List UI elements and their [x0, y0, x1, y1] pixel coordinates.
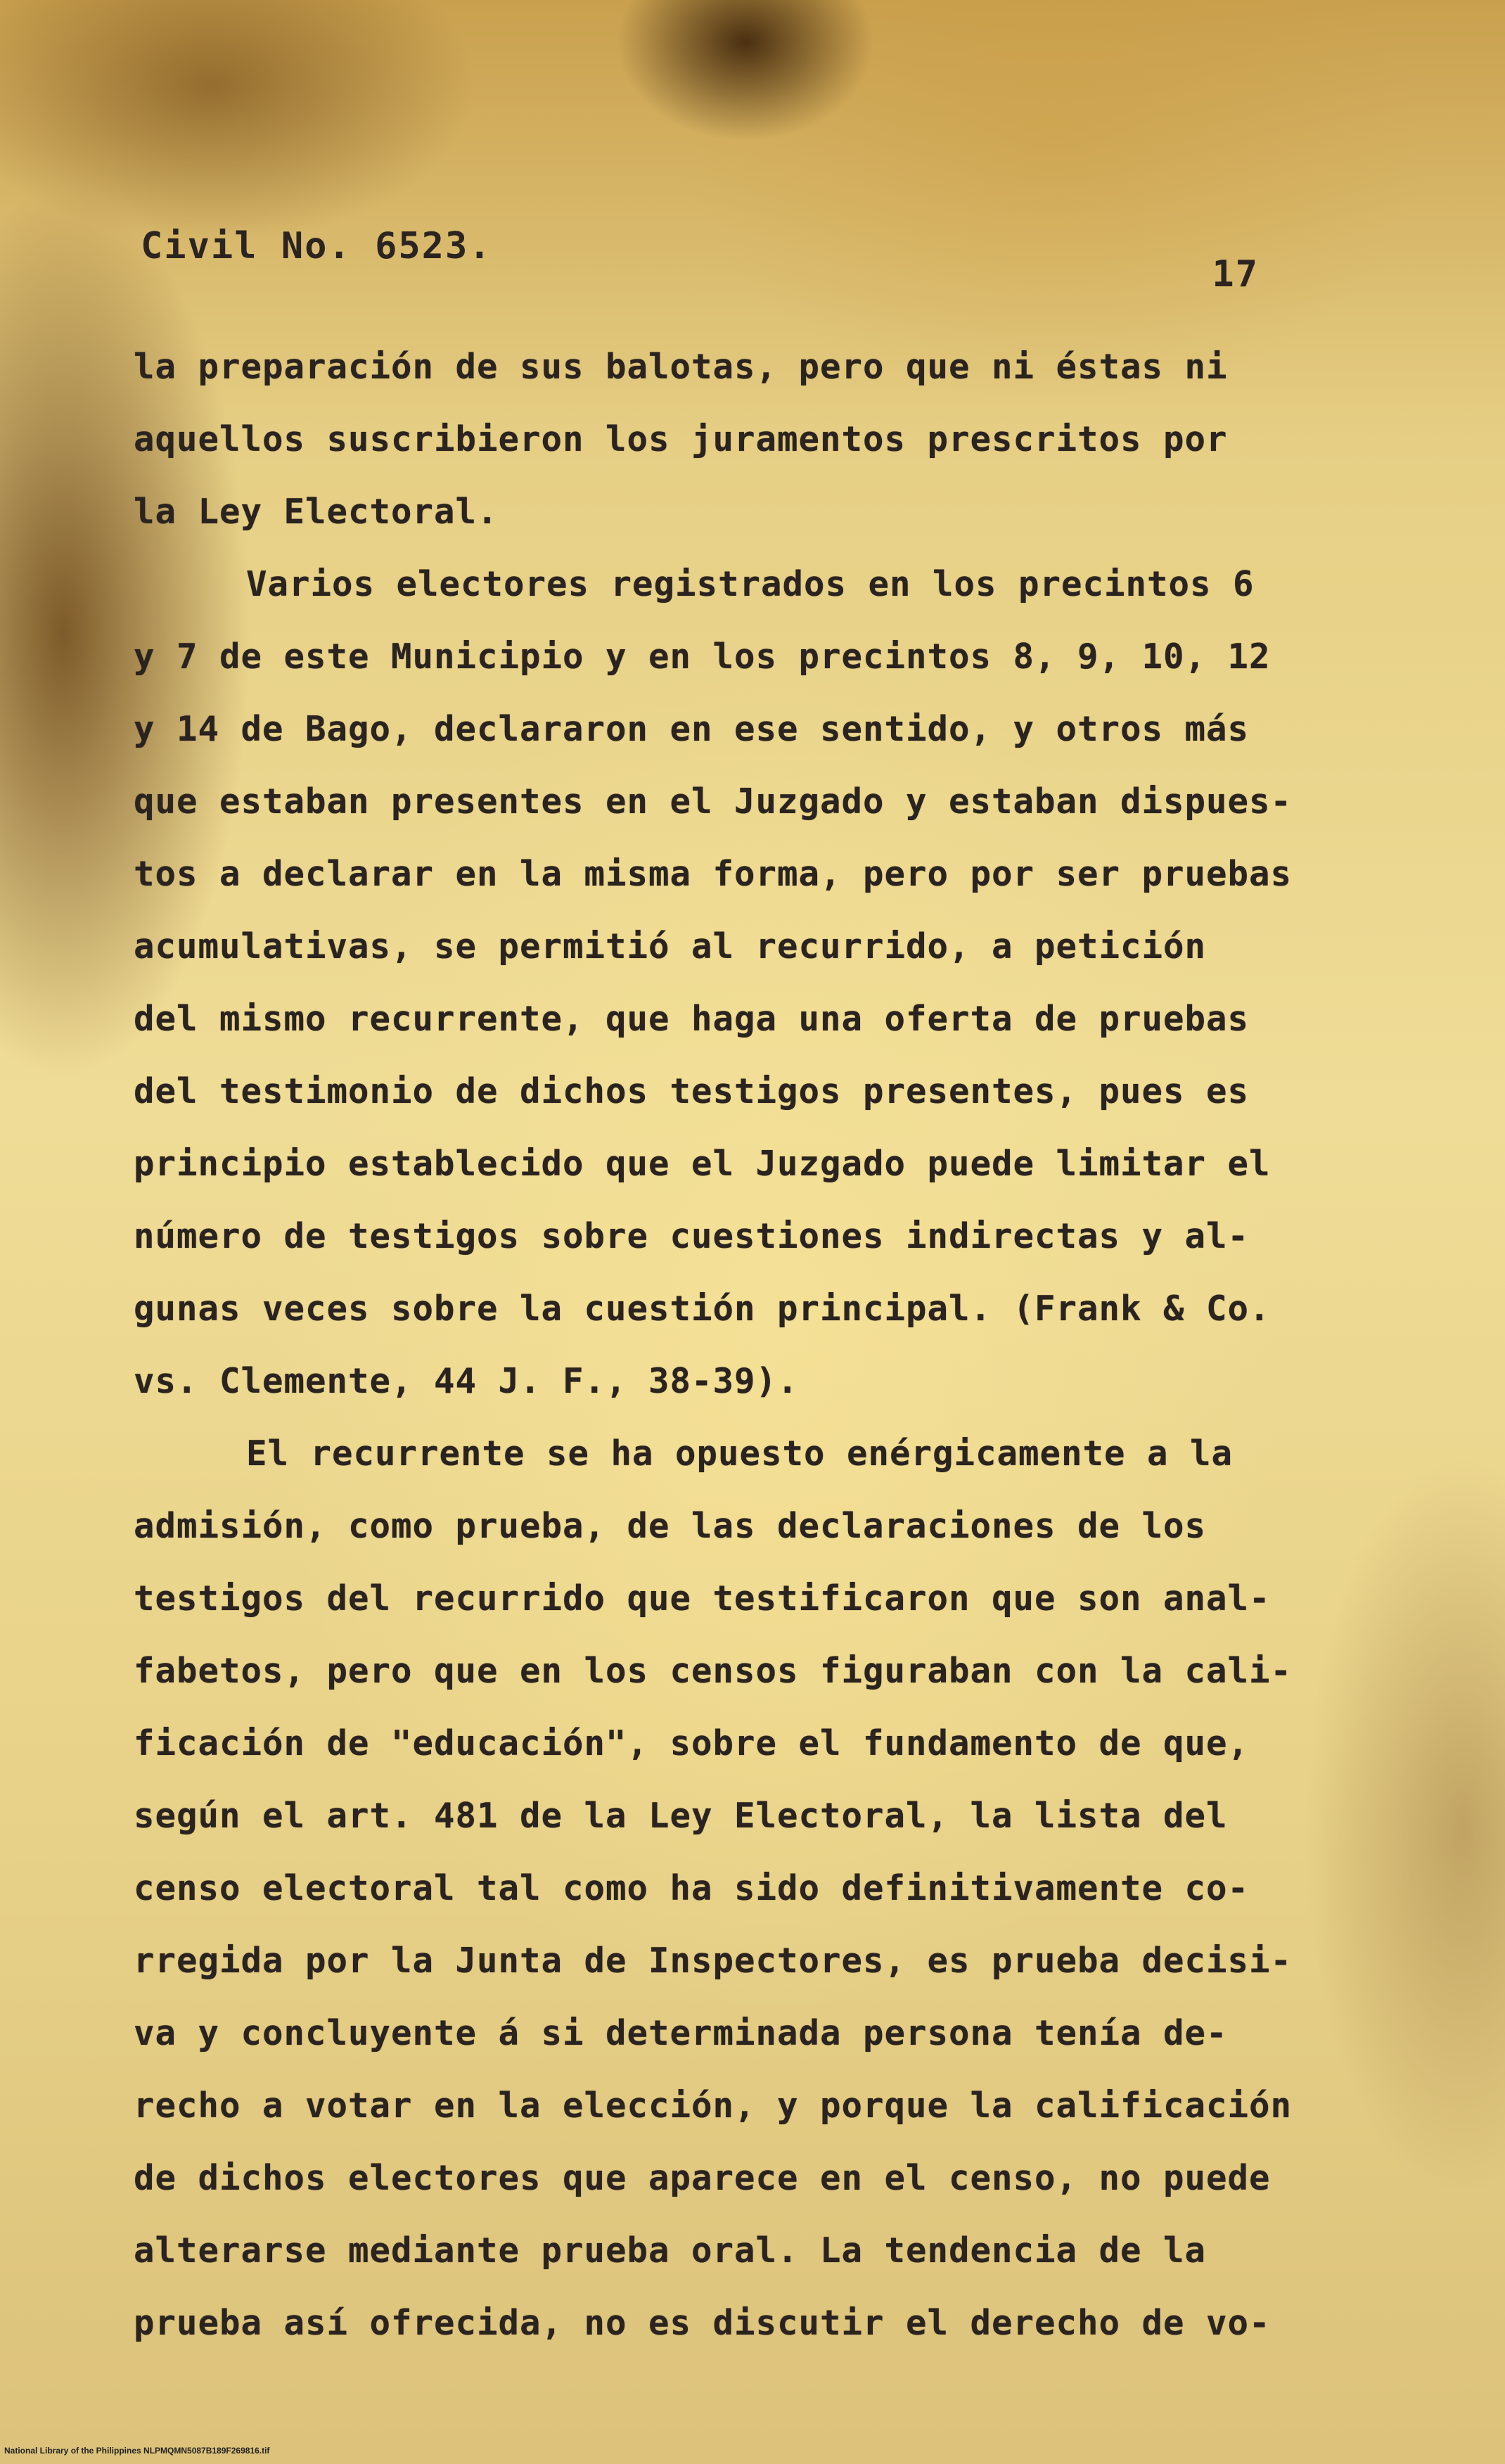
text-line: alterarse mediante prueba oral. La tendencia de la	[134, 2230, 1207, 2271]
text-line: prueba así ofrecida, no es discutir el derecho de vo-	[134, 2303, 1271, 2343]
text-line: número de testigos sobre cuestiones indirectas y al-	[134, 1216, 1250, 1256]
text-line: va y concluyente á si determinada persona tenía de-	[134, 2013, 1228, 2053]
text-line: Varios electores registrados en los precintos 6	[246, 564, 1255, 604]
text-line: vs. Clemente, 44 J. F., 38-39).	[134, 1361, 799, 1401]
text-line: censo electoral tal como ha sido definitivamente co-	[134, 1868, 1250, 1908]
text-line: de dichos electores que aparece en el censo, no puede	[134, 2158, 1271, 2198]
case-number: Civil No. 6523.	[141, 225, 492, 267]
text-line: que estaban presentes en el Juzgado y estaban dispues-	[134, 781, 1293, 822]
text-line: la preparación de sus balotas, pero que ni éstas ni	[134, 347, 1228, 387]
text-line: y 14 de Bago, declararon en ese sentido, y otros más	[134, 709, 1250, 749]
body-text	[134, 331, 1293, 2359]
text-line: rregida por la Junta de Inspectores, es prueba decisi-	[134, 1941, 1293, 1981]
text-line: según el art. 481 de la Ley Electoral, la lista del	[134, 1796, 1228, 1836]
text-line: El recurrente se ha opuesto enérgicamente a la	[246, 1434, 1234, 1474]
text-line: principio establecido que el Juzgado puede limitar el	[134, 1144, 1271, 1184]
text-line: gunas veces sobre la cuestión principal. (Frank & Co.	[134, 1289, 1271, 1329]
archive-footer: National Library of the Philippines NLPMQMN5087B189F269816.tif	[4, 2446, 270, 2456]
text-line: recho a votar en la elección, y porque la calificación	[134, 2086, 1293, 2126]
text-line: la Ley Electoral.	[134, 492, 499, 532]
text-line: del mismo recurrente, que haga una oferta de pruebas	[134, 999, 1250, 1039]
text-line: acumulativas, se permitió al recurrido, a petición	[134, 926, 1207, 966]
text-line: admisión, como prueba, de las declaraciones de los	[134, 1506, 1207, 1546]
page-number: 17	[1212, 253, 1259, 295]
text-line: fabetos, pero que en los censos figuraban con la cali-	[134, 1651, 1293, 1691]
text-line: tos a declarar en la misma forma, pero por ser pruebas	[134, 854, 1293, 894]
text-line: ficación de "educación", sobre el fundamento de que,	[134, 1723, 1250, 1763]
text-line: aquellos suscribieron los juramentos prescritos por	[134, 419, 1228, 459]
text-line: del testimonio de dichos testigos presentes, pues es	[134, 1071, 1250, 1111]
text-line: testigos del recurrido que testificaron que son anal-	[134, 1578, 1271, 1619]
text-line: y 7 de este Municipio y en los precintos 8, 9, 10, 12	[134, 637, 1271, 677]
